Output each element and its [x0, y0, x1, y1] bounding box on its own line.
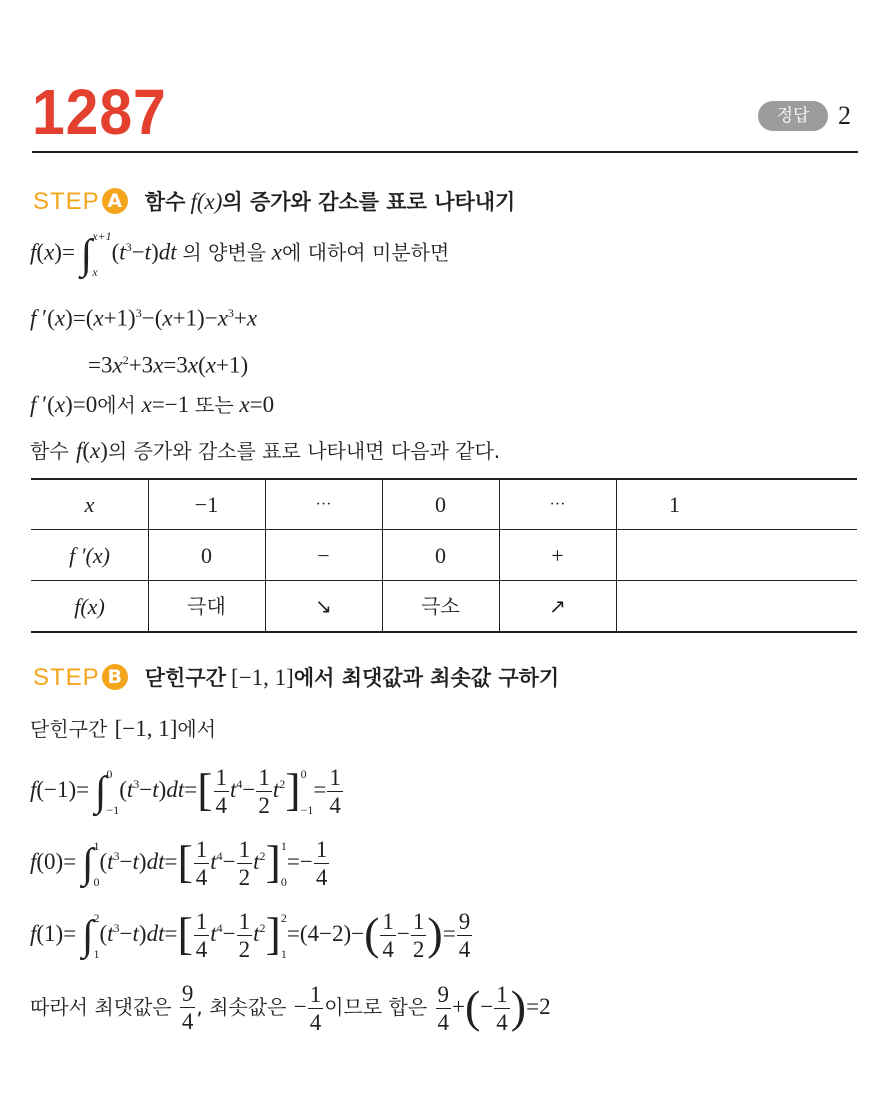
table-cell — [616, 530, 733, 581]
table-header-cell: −1 — [194, 492, 219, 517]
step-a-line-1-text2: 에 대하여 미분하면 — [281, 240, 450, 265]
step-a-line-5-prefix: 함수 — [30, 439, 69, 463]
table-header-cell: ··· — [549, 496, 566, 513]
table-header-cell: 0 — [435, 492, 446, 517]
table-header-x: x — [84, 492, 95, 517]
step-a-title-suffix: 의 증가와 감소를 표로 나타내기 — [222, 190, 516, 214]
step-b-title-prefix: 닫힌구간 — [144, 666, 226, 690]
step-a-title-fx: f(x) — [190, 189, 223, 214]
step-b-letter: B — [102, 664, 128, 690]
sign-table — [31, 478, 857, 632]
conclusion-text-2: , 최솟값은 — [196, 995, 287, 1019]
step-a-line-2: f $'(x)=(x+1)^3-(x+1)-x^3+x$ — [30, 305, 258, 331]
step-b-heading — [33, 662, 559, 694]
conclusion-text-3: 이므로 합은 — [324, 995, 428, 1019]
step-a-line-1-text: 의 양변을 — [182, 240, 267, 265]
step-b-intro — [30, 712, 216, 746]
step-a-letter: A — [102, 188, 128, 214]
step-a-line-5-suffix: 의 증가와 감소를 표로 나타내면 다음과 같다. — [107, 439, 501, 463]
step-b-title-suffix: 에서 최댓값과 최솟값 구하기 — [293, 666, 560, 690]
table-header-cell: 1 — [669, 492, 680, 517]
step-b-label: STEP — [33, 664, 100, 691]
step-a-title-prefix: 함수 — [144, 190, 186, 214]
step-a-label: STEP — [33, 188, 100, 215]
step-b-intro-prefix: 닫힌구간 — [30, 717, 108, 741]
conclusion-line: 따라서 최댓값은 $\frac{9}{4}$ , 최솟값은 − $\frac{1}{4}$ 이므로 합은 $\frac{9}{4}$ +(− $\frac{1}{4}$ )=2 — [30, 981, 551, 1036]
table-cell — [616, 581, 733, 632]
table-header-cell: ··· — [315, 496, 332, 513]
table-cell-local-max: 극대 — [187, 594, 226, 618]
step-a-line-1: f(x)= ∫ x+1 x $(t^3-t)dt$ 의 양변을 x에 대하여 미분하면 — [30, 229, 450, 280]
step-b-intro-suffix: 에서 — [177, 717, 217, 741]
step-a-line-4-text2: 또는 — [195, 393, 234, 417]
table-cell: 0 — [201, 543, 212, 568]
decrease-arrow-icon: ↘ — [315, 594, 332, 618]
problem-number: 1287 — [32, 76, 167, 148]
answer-value: 2 — [838, 101, 851, 130]
answer-badge: 정답 — [758, 101, 828, 131]
step-a-line-4: f ′(x)=0에서 x=−1 또는 x=0 — [30, 392, 275, 417]
table-row-f-label: f(x) — [74, 594, 105, 619]
header-divider — [32, 151, 858, 153]
step-a-line-3: $=3x^2+3x=3x(x+1)$ — [88, 352, 249, 378]
step-b-title-interval: [−1, 1] — [231, 665, 294, 690]
step-a-line-4-text1: 에서 — [97, 393, 136, 417]
step-b-intro-interval: [−1, 1] — [114, 716, 178, 741]
table-cell: 0 — [435, 543, 446, 568]
table-cell: + — [551, 543, 564, 568]
increase-arrow-icon: ↗ — [549, 594, 566, 618]
table-cell-local-min: 극소 — [421, 594, 460, 618]
equation-f-minus-1: f(−1)= ∫ 0 −1 $(t^3-t)dt=$[ $\frac{1}{4}$ $t^4-$ $\frac{1}{2}$ $t^2$] 0 −1 = $\frac{1}{4}$ — [30, 763, 341, 818]
conclusion-text-1: 따라서 최댓값은 — [30, 995, 172, 1019]
equation-f-1: f(1)= ∫ 2 1 $(t^3-t)dt=$[ $\frac{1}{4}$ $t^4-$ $\frac{1}{2}$ $t^2$] 2 1 =(4−2)−( $\frac{1}{4}$ − $\frac{1}{2}$ )= $\frac{9}{4}$ — [30, 907, 471, 962]
table-row-fprime-label: f ′(x) — [69, 543, 110, 568]
step-a-heading — [33, 186, 515, 218]
equation-f-0: f(0)= ∫ 1 0 $(t^3-t)dt=$[ $\frac{1}{4}$ $t^4-$ $\frac{1}{2}$ $t^2$] 1 0 =− $\frac{1}{4}$ — [30, 835, 328, 890]
step-a-line-5: 함수 f(x)의 증가와 감소를 표로 나타내면 다음과 같다. — [30, 438, 501, 463]
table-cell: − — [317, 543, 330, 568]
